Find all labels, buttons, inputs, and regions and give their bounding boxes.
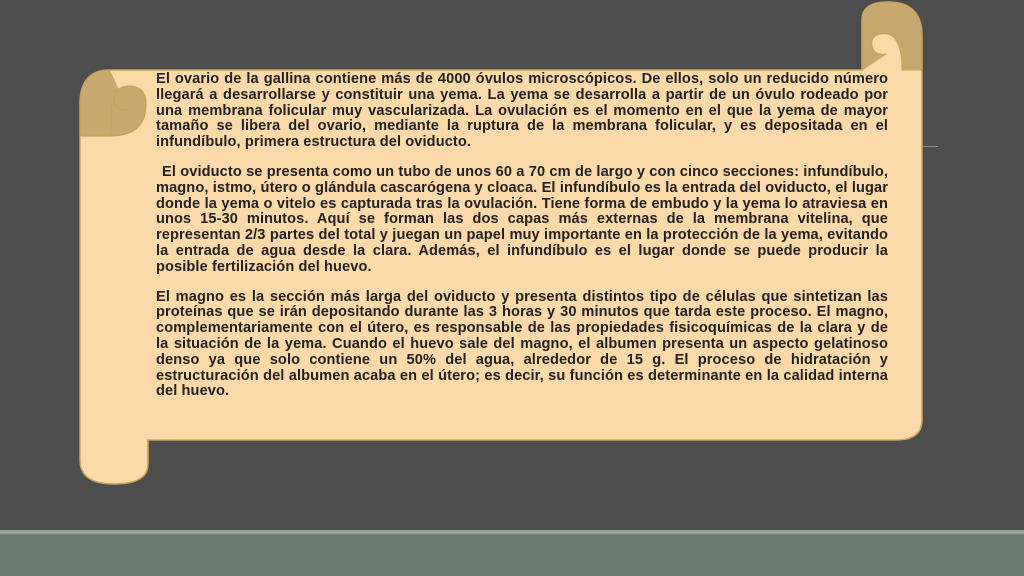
paragraph-oviducto: El oviducto se presenta como un tubo de unos 60 a 70 cm de largo y con cinco secciones: infundíbulo, magno, istmo, útero o glándula cascarógena y cloaca. El infundíbulo es la entrada del oviducto, el lugar donde la yema o vitelo es capturada tras la ovulación. Tiene forma de embudo y la yema lo atraviesa en unos 15-30 minutos. Aquí se forman las dos capas más externas de la membrana vitelina, que representan 2/3 partes del total y juegan un papel muy importante en la protección de la yema, evitando la entrada de agua desde la clara. Además, el infundíbulo es el lugar donde se puede producir la posible fertilización del huevo. xyxy=(156,163,888,275)
scroll-text-block xyxy=(156,72,888,434)
paragraph-ovario: El ovario de la gallina contiene más de 4000 óvulos microscópicos. De ellos, solo un reducido número llegará a desarrollarse y constituir una yema. La yema se desarrolla a partir de un óvulo rodeado por una membrana folicular muy vascularizada. La ovulación es el momento en el que la yema de mayor tamaño se libera del ovario, mediante la ruptura de la membrana folicular, y es depositada en el infundíbulo, primera estructura del oviducto. xyxy=(156,71,888,151)
paragraph-magno: El magno es la sección más larga del oviducto y presenta distintos tipo de células que sintetizan las proteínas que se irán depositando durante las 3 horas y 30 minutos que tarda este proceso. El magno, complementariamente con el útero, es responsable de las propiedades fisicoquímicas de la clara y de la situación de la yema. Cuando el huevo sale del magno, el albumen presenta un aspecto gelatinoso denso ya que solo contiene un 50% del agua, alrededor de 15 g. El proceso de hidratación y estructuración del albumen acaba en el útero; es decir, su función es determinante en la calidad interna del huevo. xyxy=(156,288,888,400)
footer-band xyxy=(0,530,1024,576)
